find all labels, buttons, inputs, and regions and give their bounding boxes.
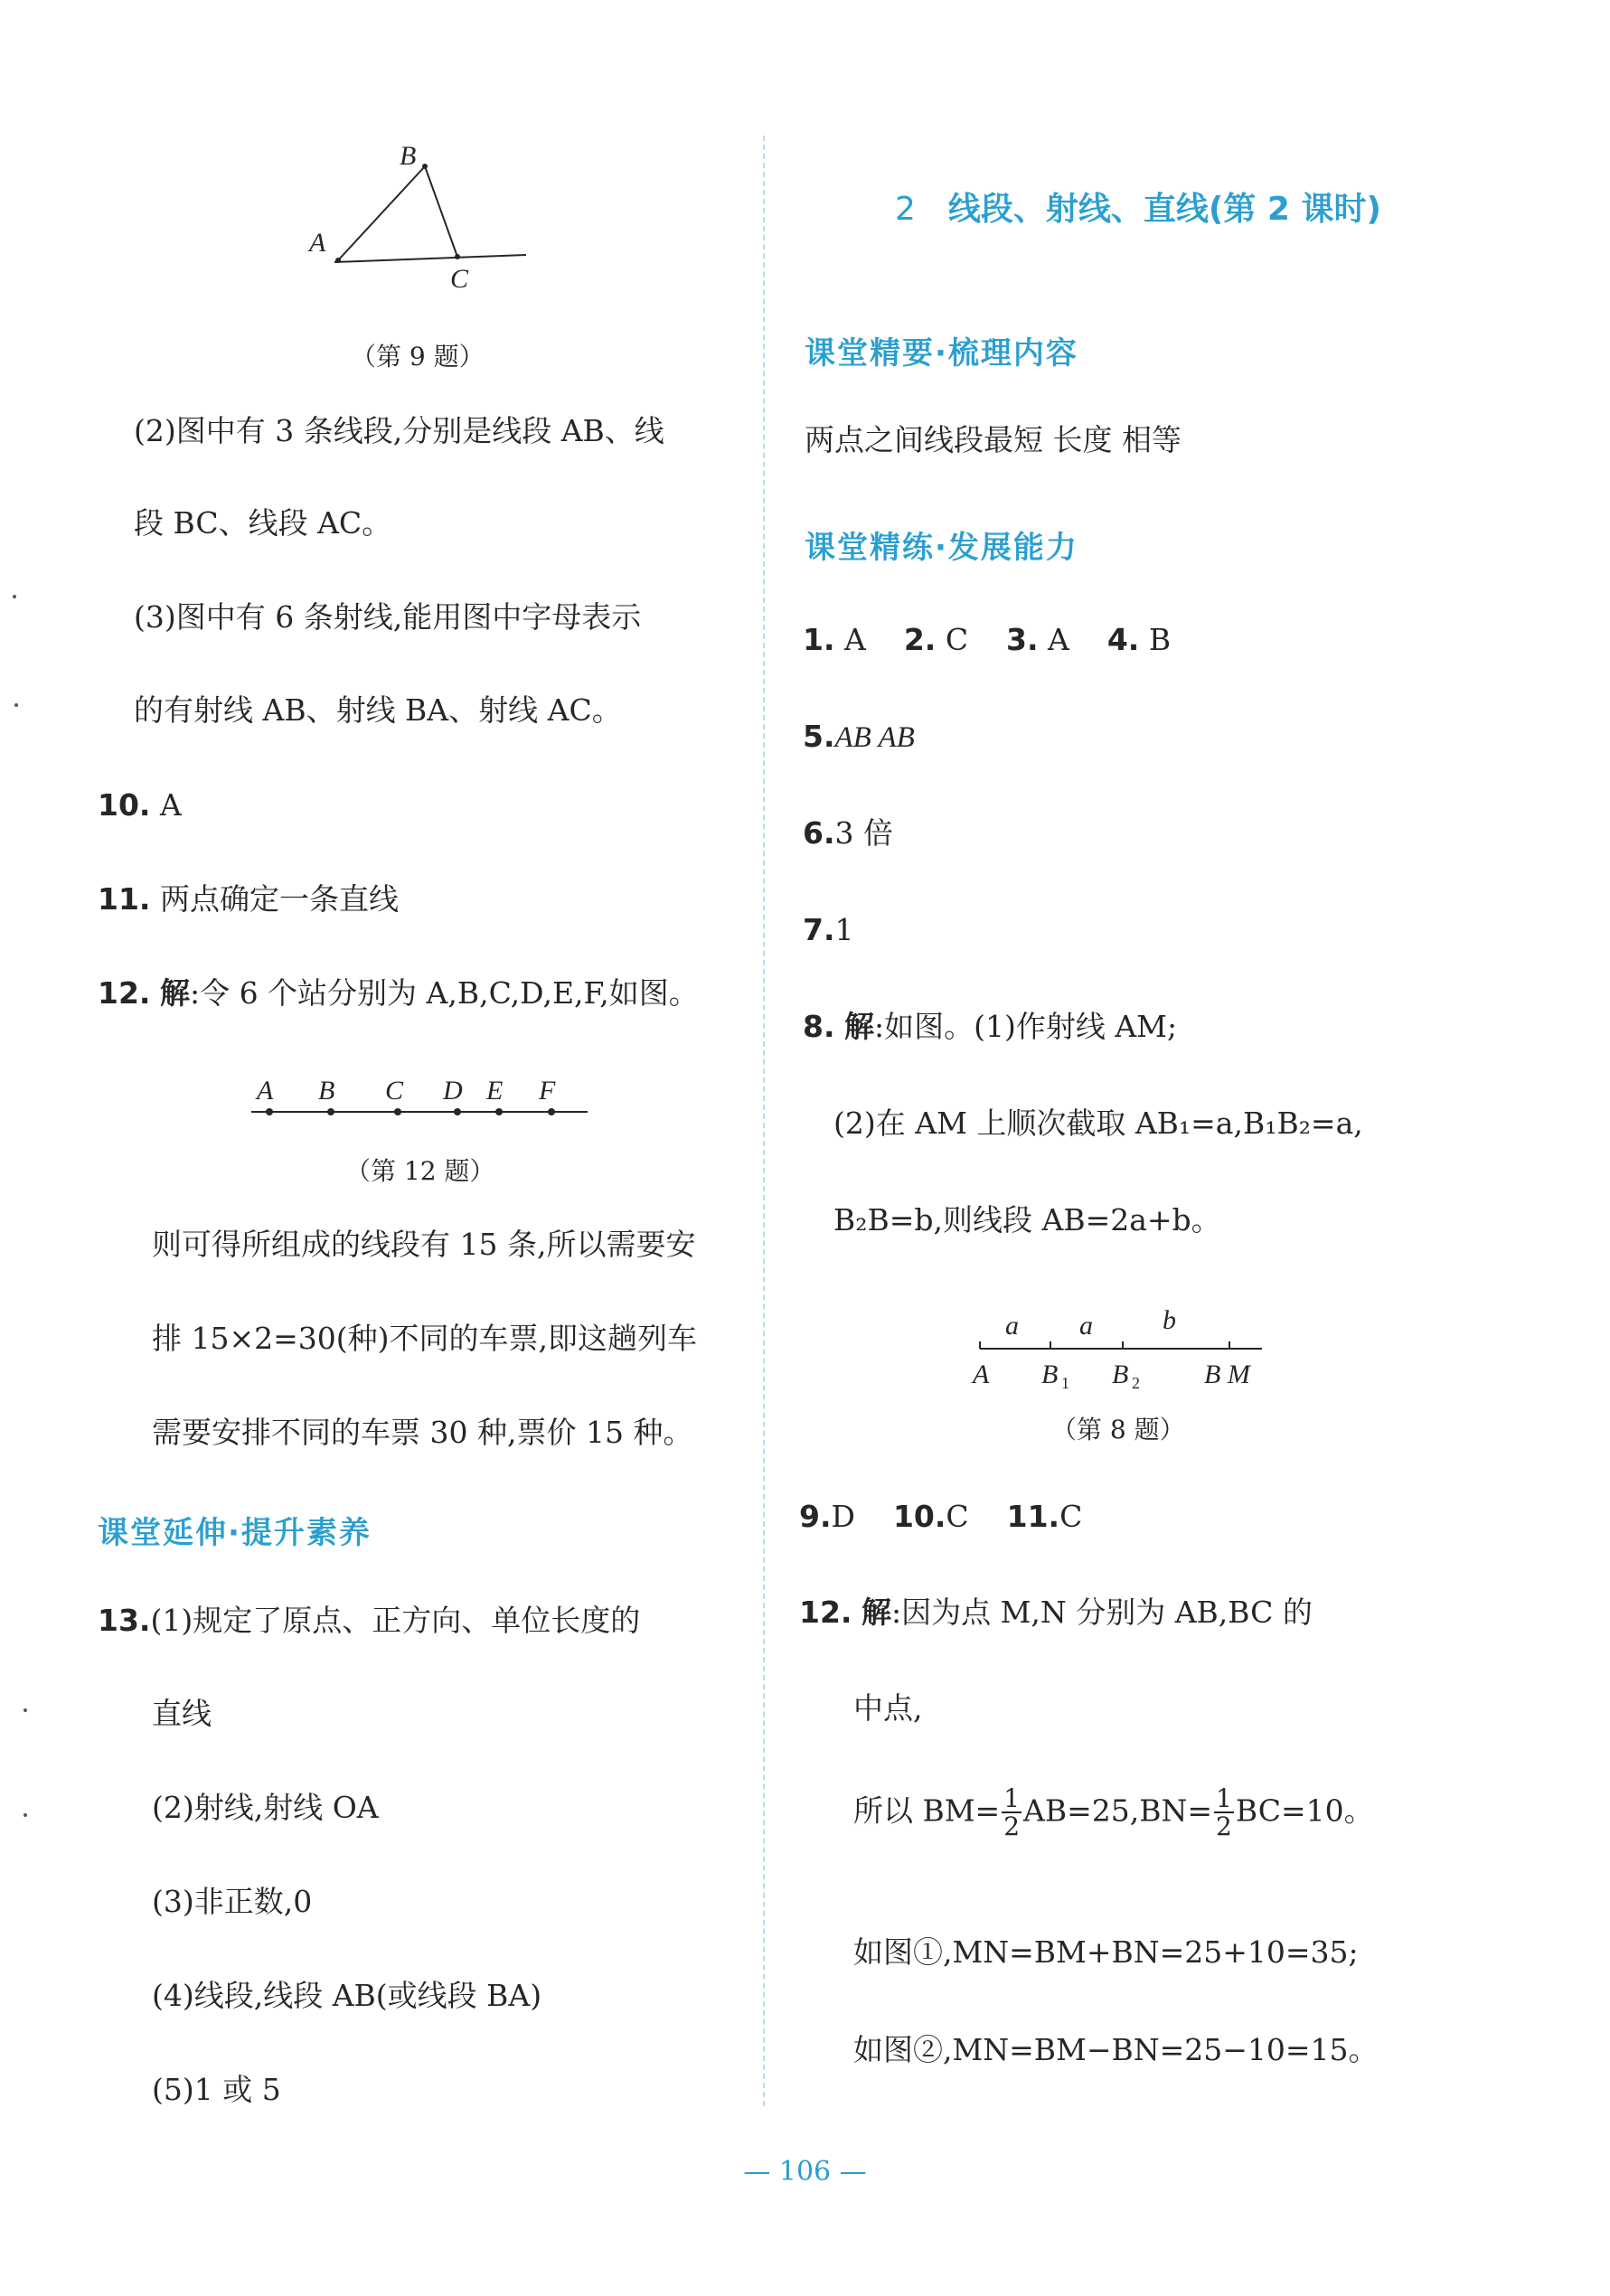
q5-answer <box>803 719 915 757</box>
q6-value: 3 倍 <box>834 815 893 851</box>
fig8-subscript: 1 <box>1061 1374 1069 1392</box>
answer-value: C <box>945 622 969 657</box>
fraction-numerator: 1 <box>1216 1783 1232 1813</box>
q12-right-jie: 解 <box>861 1595 891 1630</box>
fig8-point-label: B <box>1041 1360 1059 1389</box>
section-heading-essentials: 课堂精要·梳理内容 <box>805 335 1078 372</box>
scan-speck <box>13 595 16 598</box>
q12-formula-part1: 所以 BM= <box>853 1793 1001 1829</box>
q9-part3-line1: (3)图中有 6 条射线,能用图中字母表示 <box>134 599 642 635</box>
fig8-segment-label: b <box>1163 1305 1176 1335</box>
q9-part2-line2: 段 BC、线段 AC。 <box>134 505 392 541</box>
answers-9-to-11 <box>799 1499 1082 1535</box>
column-divider <box>763 136 765 2106</box>
q10-value: A <box>159 787 182 823</box>
fig12-label: C <box>385 1076 404 1106</box>
lesson-title-text: 线段、射线、直线(第 2 课时) <box>947 191 1381 228</box>
q13-part5: (5)1 或 5 <box>152 2072 281 2107</box>
q11-number: 11. <box>98 881 151 917</box>
answer-number: 4. <box>1106 622 1140 657</box>
q12-right-line3 <box>853 1785 1374 1840</box>
fig8-caption: （第 8 题） <box>1051 1415 1185 1444</box>
lesson-title-number: 2 <box>895 191 916 228</box>
q13-part1-line1 <box>98 1603 640 1639</box>
q12-right-text1: :因为点 M,N 分别为 AB,BC 的 <box>890 1595 1313 1630</box>
page-number: — 106 — <box>743 2156 867 2188</box>
fig8-segment-label: a <box>1079 1311 1093 1341</box>
q8-text1: :如图。(1)作射线 AM; <box>874 1009 1178 1044</box>
fig12-label: D <box>443 1076 463 1106</box>
q13-part1-line2: 直线 <box>152 1696 212 1731</box>
answer-value: D <box>831 1499 855 1534</box>
q12-left-line3: 需要安排不同的车票 30 种,票价 15 种。 <box>152 1415 693 1450</box>
q5-value: AB AB <box>834 721 915 754</box>
answer-value: C <box>946 1499 969 1534</box>
fraction-one-half <box>1002 1785 1022 1840</box>
q12-left-jie: 解 <box>159 975 190 1011</box>
q13-number: 13. <box>98 1603 151 1638</box>
q8-number: 8. <box>803 1009 835 1044</box>
q8-line3: B₂B=b,则线段 AB=2a+b。 <box>833 1202 1221 1237</box>
q12-left-line1: 则可得所组成的线段有 15 条,所以需要安 <box>152 1227 696 1262</box>
q13-part1-text: (1)规定了原点、正方向、单位长度的 <box>150 1603 641 1638</box>
q12-left-line2: 排 15×2=30(种)不同的车票,即这趟列车 <box>152 1321 698 1356</box>
fig8-point-label: A <box>973 1360 990 1389</box>
figure-9-triangle <box>298 136 533 298</box>
q7-number: 7. <box>803 912 835 947</box>
answers-1-to-4 <box>803 622 1171 658</box>
q12-right-line2: 中点, <box>853 1690 923 1726</box>
answer-number: 11. <box>1006 1499 1060 1534</box>
q10-answer <box>98 787 182 823</box>
fraction-denominator: 2 <box>1216 1811 1232 1842</box>
q12-left-intro <box>98 975 699 1012</box>
q10-number: 10. <box>98 787 151 823</box>
answer-number: 3. <box>1006 622 1039 657</box>
q7-value: 1 <box>834 912 854 947</box>
answer-number: 1. <box>803 622 835 657</box>
answer-number: 2. <box>903 622 937 657</box>
answer-value: B <box>1148 622 1172 657</box>
q13-part4: (4)线段,线段 AB(或线段 BA) <box>152 1978 542 2013</box>
fraction-denominator: 2 <box>1003 1811 1021 1842</box>
fraction-one-half <box>1214 1785 1234 1840</box>
fig8-segment-label: a <box>1005 1311 1019 1341</box>
fig12-label: A <box>257 1076 274 1106</box>
q6-number: 6. <box>803 815 835 851</box>
answer-value: A <box>844 622 866 657</box>
q12-left-text: :令 6 个站分别为 A,B,C,D,E,F,如图。 <box>189 975 699 1011</box>
answer-number: 9. <box>799 1499 832 1534</box>
answer-value: C <box>1059 1499 1083 1534</box>
figure-12-stations <box>244 1067 597 1130</box>
answer-value: A <box>1048 622 1069 657</box>
q12-right-line5: 如图②,MN=BM−BN=25−10=15。 <box>853 2032 1379 2067</box>
answer-number: 10. <box>892 1499 946 1534</box>
q7-answer <box>803 912 854 948</box>
q9-part3-line2: 的有射线 AB、射线 BA、射线 AC。 <box>134 692 622 728</box>
q6-answer <box>803 815 893 852</box>
q5-number: 5. <box>803 719 835 754</box>
fig9-caption: （第 9 题） <box>351 342 485 372</box>
q12-formula-part2: AB=25,BN= <box>1023 1793 1213 1829</box>
fig9-label-c: C <box>450 264 469 294</box>
section-heading-extension: 课堂延伸·提升素养 <box>98 1515 372 1551</box>
q12-formula-part3: BC=10。 <box>1235 1793 1374 1829</box>
q12-right-line4: 如图①,MN=BM+BN=25+10=35; <box>853 1934 1359 1970</box>
essentials-answer: 两点之间线段最短 长度 相等 <box>805 422 1182 457</box>
q11-answer <box>98 881 399 917</box>
lesson-title <box>895 183 1381 230</box>
fig8-point-label: B <box>1112 1360 1129 1389</box>
q8-line1 <box>803 1009 1177 1045</box>
fig12-label: E <box>486 1076 504 1106</box>
fig8-subscript: 2 <box>1132 1374 1140 1392</box>
q12-left-number: 12. <box>98 975 151 1011</box>
q8-line2: (2)在 AM 上顺次截取 AB₁=a,B₁B₂=a, <box>833 1106 1363 1141</box>
fraction-numerator: 1 <box>1003 1783 1021 1813</box>
scan-speck <box>14 703 18 707</box>
scan-speck <box>24 1708 27 1712</box>
q13-part3: (3)非正数,0 <box>152 1884 313 1919</box>
q13-part2: (2)射线,射线 OA <box>152 1790 379 1825</box>
section-heading-practice: 课堂精练·发展能力 <box>805 530 1078 566</box>
scan-speck <box>24 1813 27 1817</box>
fig12-caption: （第 12 题） <box>345 1156 495 1186</box>
q8-jie: 解 <box>844 1009 874 1044</box>
q12-right-line1 <box>799 1595 1313 1631</box>
fig8-point-label: B M <box>1204 1360 1250 1389</box>
fig12-label: B <box>318 1076 335 1106</box>
fig9-label-a: A <box>309 228 326 258</box>
fig9-label-b: B <box>400 141 417 171</box>
q11-value: 两点确定一条直线 <box>159 881 399 917</box>
q12-right-number: 12. <box>799 1595 852 1630</box>
figure-8-segments <box>967 1302 1293 1392</box>
fig12-label: F <box>539 1076 556 1106</box>
q9-part2-line1: (2)图中有 3 条线段,分别是线段 AB、线 <box>134 413 664 448</box>
